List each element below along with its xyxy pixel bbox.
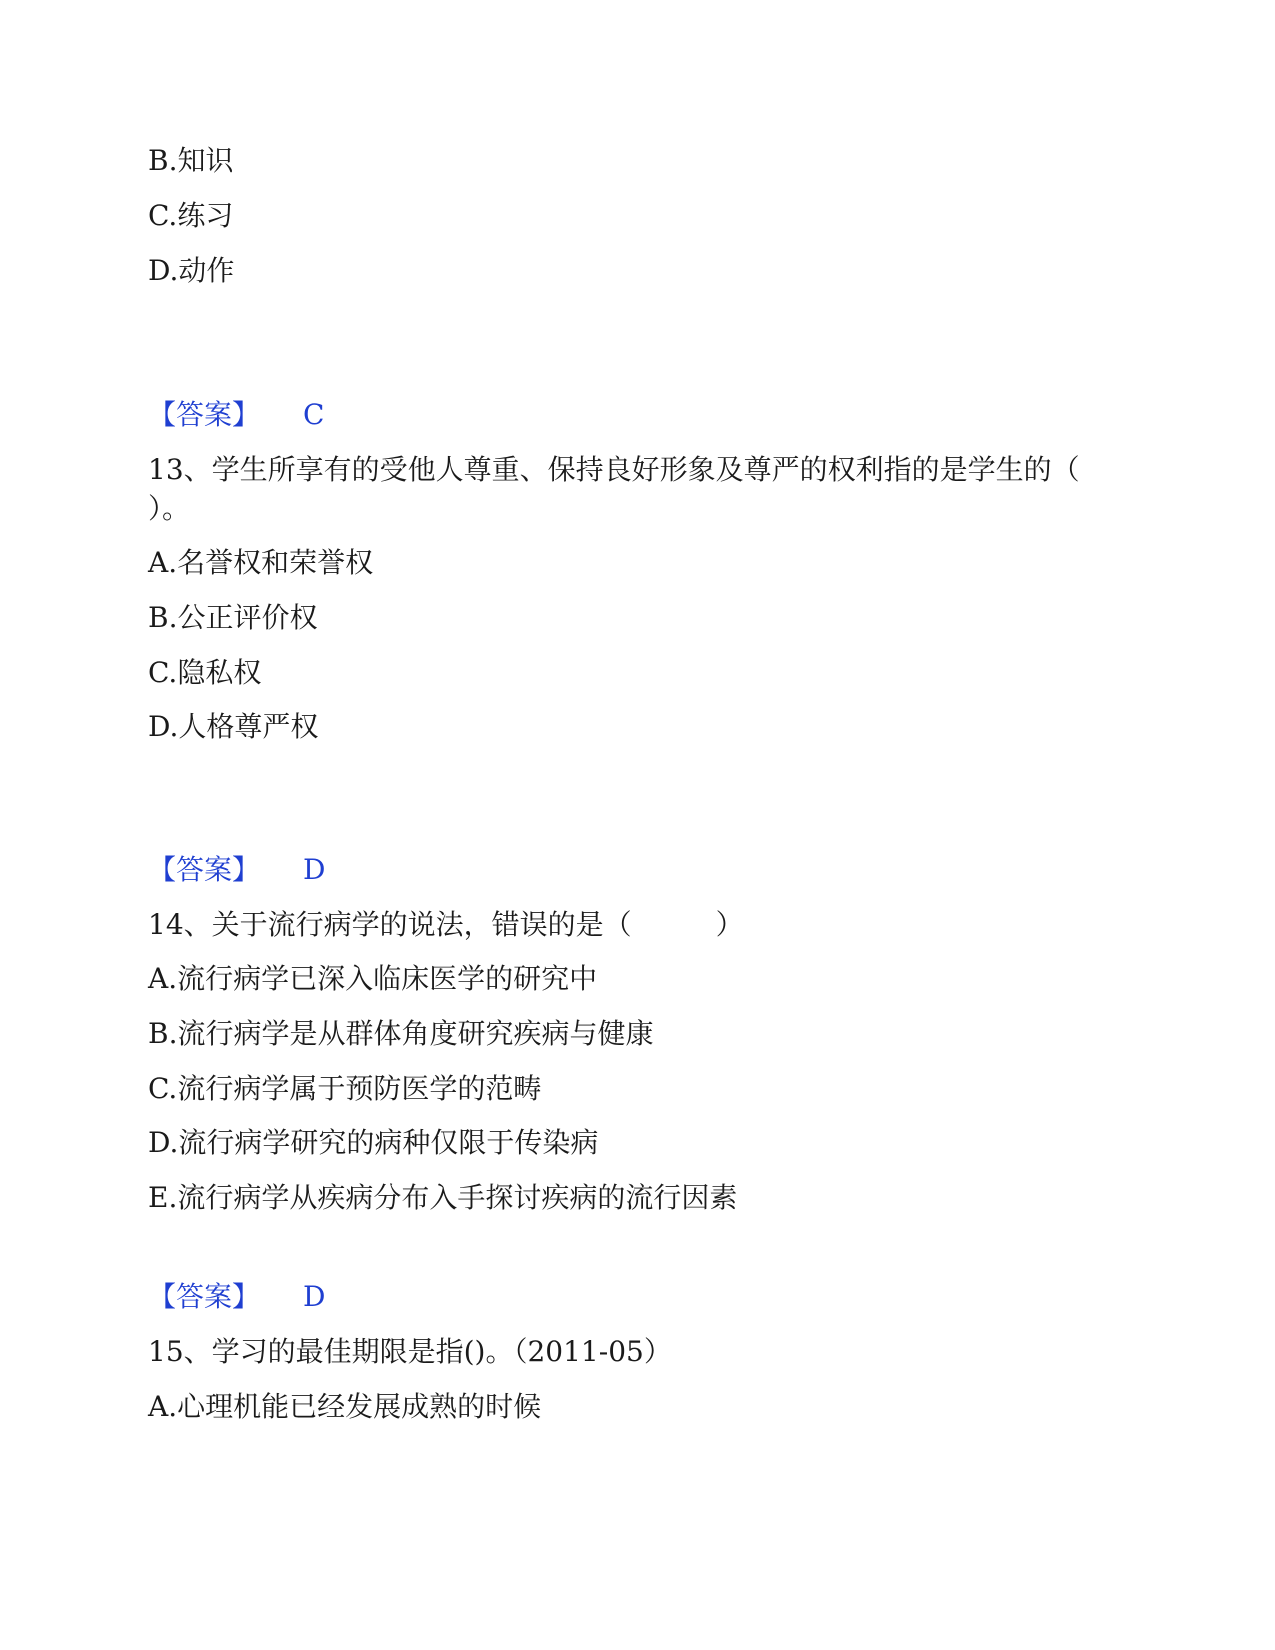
- answer-value: D: [303, 853, 326, 886]
- q14-option-c: C.流行病学属于预防医学的范畴: [148, 1072, 542, 1105]
- q14-option-d: D.流行病学研究的病种仅限于传染病: [148, 1126, 599, 1159]
- answer-value: C: [303, 398, 325, 431]
- q13-option-c: C.隐私权: [148, 656, 262, 689]
- q13-option-a: A.名誉权和荣誉权: [148, 546, 374, 579]
- q14-answer: [148, 1279, 325, 1315]
- question-13-text-cont: ）。: [148, 492, 191, 525]
- question-14-text: 14、关于流行病学的说法，错误的是（ ）: [148, 908, 744, 941]
- answer-label: 【答案】: [148, 1280, 261, 1313]
- answer-value: D: [303, 1280, 326, 1313]
- q14-option-e: E.流行病学从疾病分布入手探讨疾病的流行因素: [148, 1181, 738, 1214]
- q13-answer: [148, 852, 325, 888]
- q12-option-d: D.动作: [148, 254, 235, 287]
- answer-label: 【答案】: [148, 398, 261, 431]
- question-13-text: 13、学生所享有的受他人尊重、保持良好形象及尊严的权利指的是学生的（: [148, 453, 1080, 486]
- question-15-text: 15、学习的最佳期限是指()。（2011-05）: [148, 1335, 672, 1368]
- q12-option-b: B.知识: [148, 144, 234, 177]
- answer-label: 【答案】: [148, 853, 261, 886]
- q14-option-b: B.流行病学是从群体角度研究疾病与健康: [148, 1017, 654, 1050]
- q12-option-c: C.练习: [148, 199, 234, 232]
- q15-option-a: A.心理机能已经发展成熟的时候: [148, 1390, 542, 1423]
- q13-option-b: B.公正评价权: [148, 601, 318, 634]
- q14-option-a: A.流行病学已深入临床医学的研究中: [148, 962, 598, 995]
- q12-answer: [148, 397, 324, 433]
- q13-option-d: D.人格尊严权: [148, 710, 319, 743]
